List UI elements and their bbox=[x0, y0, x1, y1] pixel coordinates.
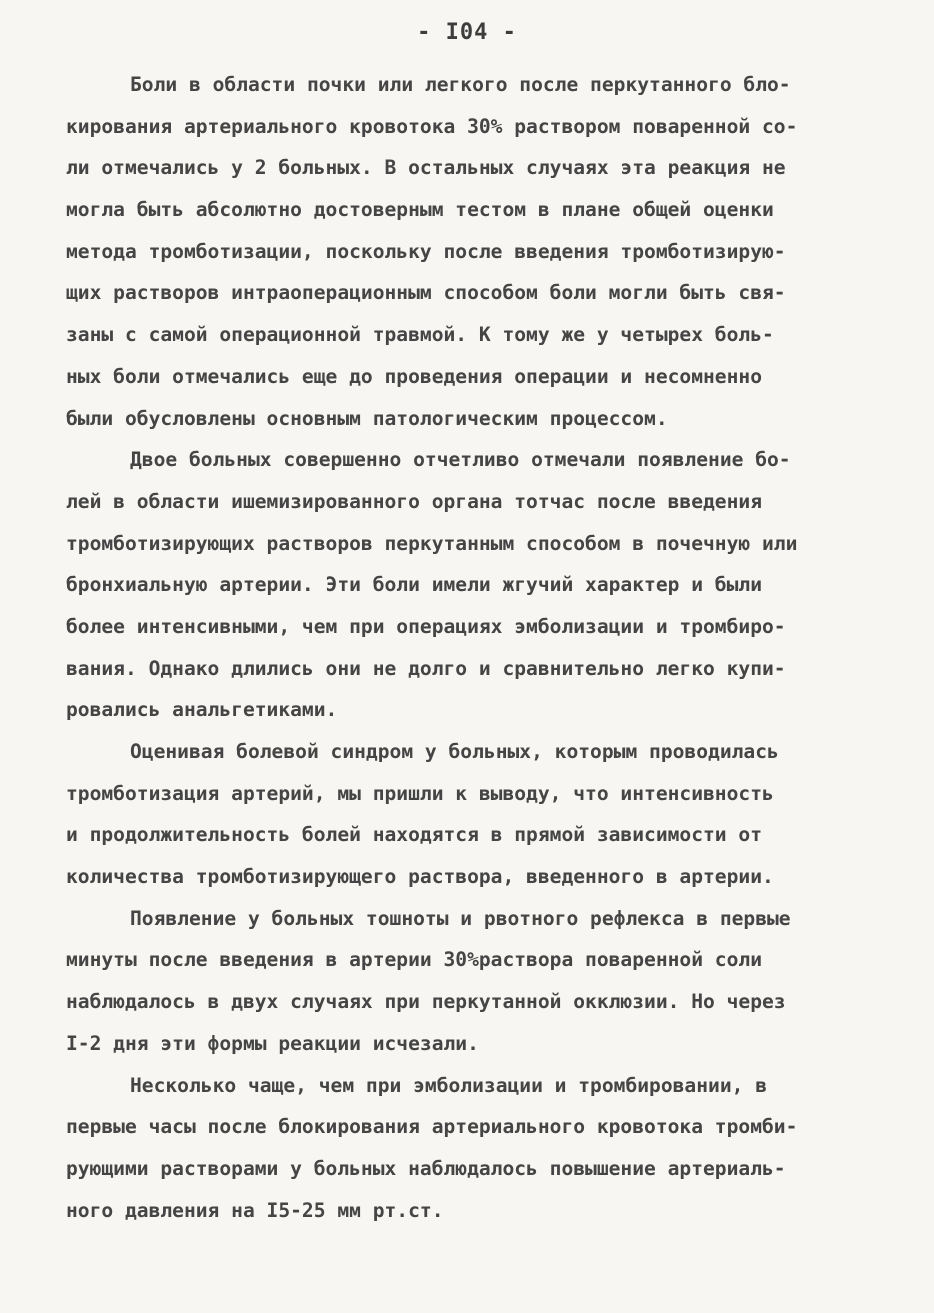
text-line: могла быть абсолютно достоверным тестом в плане общей оценки bbox=[66, 198, 774, 222]
text-line: метода тромботизации, поскольку после введения тромботизирую- bbox=[66, 239, 786, 263]
text-line: I-2 дня эти формы реакции исчезали. bbox=[66, 1031, 479, 1055]
text-line: кирования артериального кровотока 30% раствором поваренной со- bbox=[66, 114, 798, 138]
text-line: рующими растворами у больных наблюдалось повышение артериаль- bbox=[66, 1156, 786, 1180]
text-line: ли отмечались у 2 больных. В остальных случаях эта реакция не bbox=[66, 156, 786, 180]
text-line: тромботизация артерий, мы пришли к выводу, что интенсивность bbox=[66, 781, 774, 805]
text-line: и продолжительность болей находятся в прямой зависимости от bbox=[66, 823, 762, 847]
text-line: ного давления на I5-25 мм рт.ст. bbox=[66, 1198, 444, 1222]
text-line: минуты после введения в артерии 30%раствора поваренной соли bbox=[66, 948, 762, 972]
text-line: Несколько чаще, чем при эмболизации и тромбировании, в bbox=[130, 1073, 768, 1097]
text-line: вания. Однако длились они не долго и сравнительно легко купи- bbox=[66, 656, 786, 680]
paragraph-1 bbox=[66, 64, 866, 439]
paragraph-2 bbox=[66, 439, 866, 731]
text-line: были обусловлены основным патологическим процессом. bbox=[66, 406, 668, 430]
text-line: Появление у больных тошноты и рвотного рефлекса в первые bbox=[130, 906, 791, 930]
paragraph-4 bbox=[66, 898, 866, 1065]
text-line: заны с самой операционной травмой. К тому же у четырех боль- bbox=[66, 323, 774, 347]
text-line: Оценивая болевой синдром у больных, которым проводилась bbox=[130, 740, 779, 763]
text-line: ных боли отмечались еще до проведения операции и несомненно bbox=[66, 364, 762, 388]
text-line: щих растворов интраоперационным способом боли могли быть свя- bbox=[66, 281, 786, 305]
text-line: Двое больных совершенно отчетливо отмечали появление бо- bbox=[130, 448, 791, 472]
text-line: лей в области ишемизированного органа тотчас после введения bbox=[66, 489, 762, 513]
text-line: бронхиальную артерии. Эти боли имели жгучий характер и были bbox=[66, 573, 762, 597]
text-line: первые часы после блокирования артериального кровотока тромби- bbox=[66, 1115, 798, 1139]
paragraph-5 bbox=[66, 1065, 866, 1232]
text-line: наблюдалось в двух случаях при перкутанной окклюзии. Но через bbox=[66, 990, 786, 1014]
text-line: Боли в области почки или легкого после перкутанного бло- bbox=[130, 73, 791, 96]
text-line: тромботизирующих растворов перкутанным способом в почечную или bbox=[66, 531, 798, 555]
text-line: более интенсивными, чем при операциях эмболизации и тромбиро- bbox=[66, 614, 786, 638]
text-line: количества тромботизирующего раствора, введенного в артерии. bbox=[66, 865, 774, 889]
document-body bbox=[66, 64, 866, 1231]
paragraph-3 bbox=[66, 731, 866, 898]
page-number: - I04 - bbox=[417, 20, 517, 45]
text-line: ровались анальгетиками. bbox=[66, 698, 338, 722]
